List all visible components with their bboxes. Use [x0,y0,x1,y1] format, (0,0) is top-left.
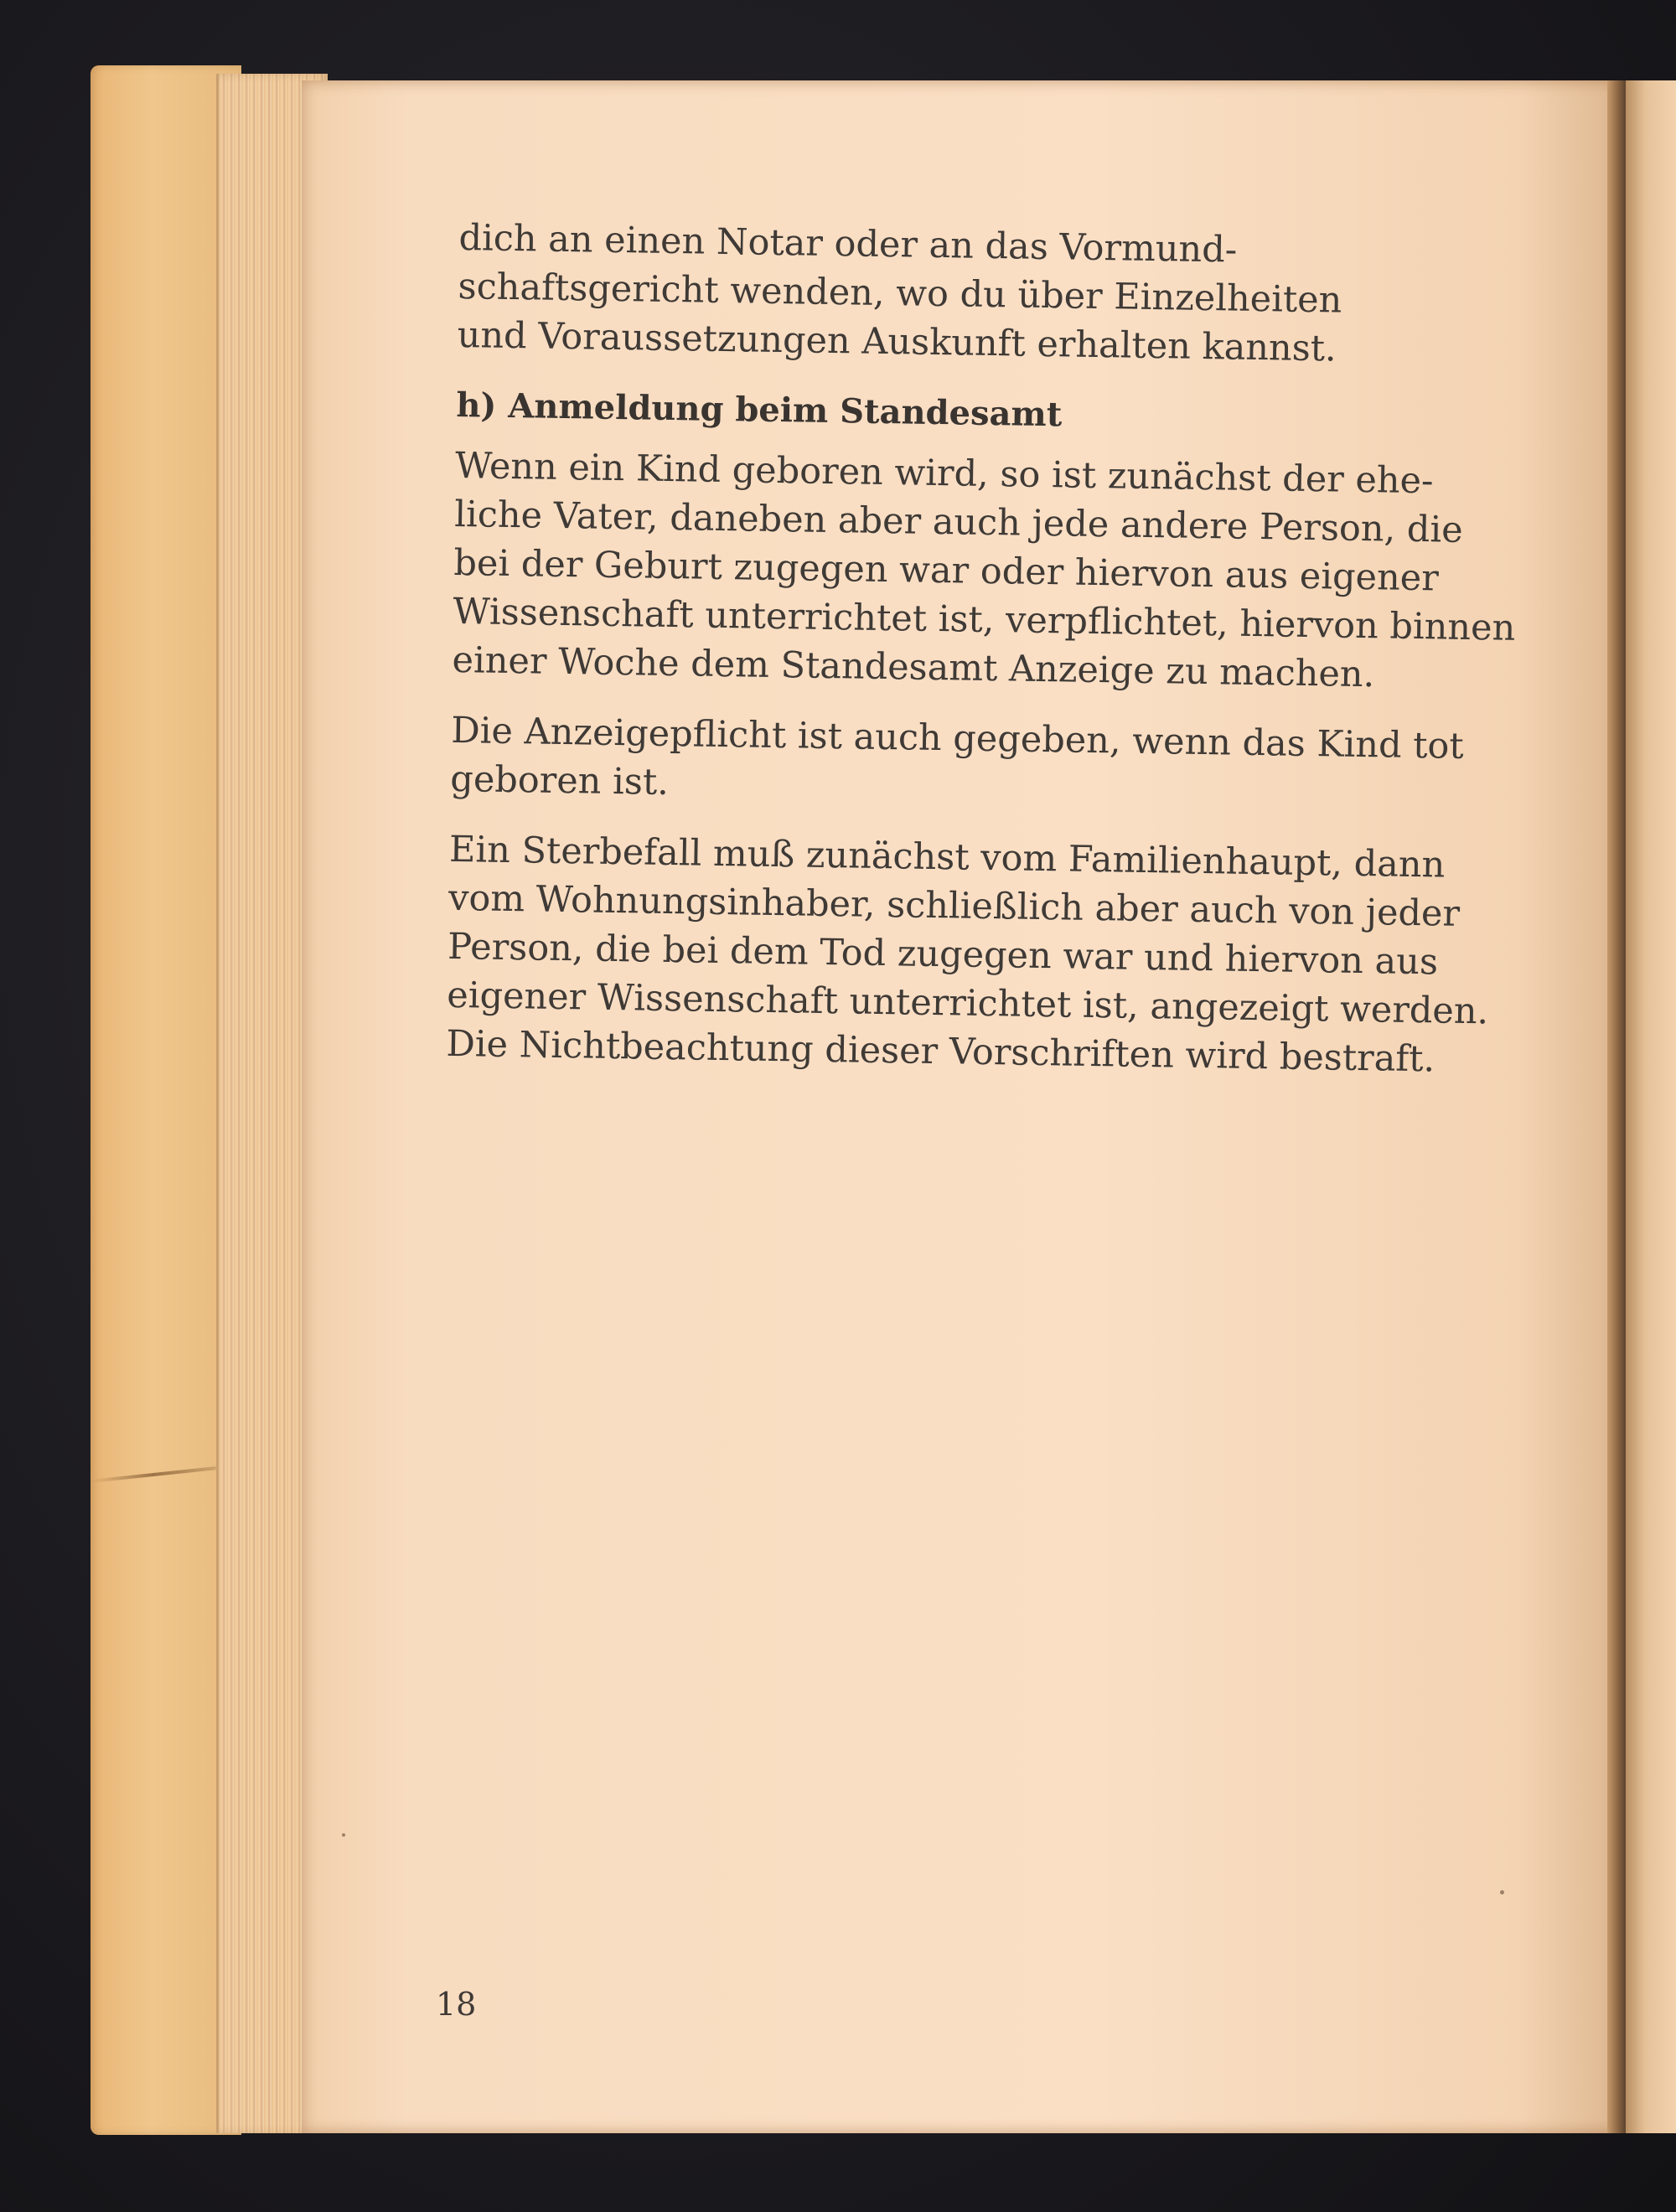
text-line: Wissenschaft unterrichtet ist, verpflichtet, hiervon binnen [453,590,1516,649]
text-line: schaftsgericht wenden, wo du über Einzelheiten [458,265,1342,322]
page-number: 18 [436,1986,477,2023]
death-registration-paragraph [446,825,1564,1086]
intro-paragraph [457,214,1574,377]
text-line: Wenn ein Kind geboren wird, so ist zunächst der ehe- [454,444,1434,503]
text-line: liche Vater, daneben aber auch jede andere Person, die [453,493,1464,551]
text-line: vom Wohnungsinhaber, schließlich aber auch von jeder [447,876,1461,935]
text-line: Ein Sterbefall muß zunächst vom Familienhaupt, dann [448,828,1446,886]
text-line: Die Anzeigepflicht ist auch gegeben, wenn das Kind tot [450,709,1465,767]
facing-page-edge [1626,80,1676,2133]
paper-speck [1500,1890,1504,1894]
text-segment: dich an einen Notar oder an das Vormund- [458,216,1238,271]
text-line: einer Woche dem Standesamt Anzeige zu machen. [452,638,1375,696]
section-heading: h) Anmeldung beim Standesamt [456,385,1063,435]
page-text [446,214,1574,1108]
text-line: eigener Wissenschaft unterrichtet ist, angezeigt werden. [446,974,1489,1033]
stillbirth-paragraph [450,706,1566,821]
text-line: Die Nichtbeachtung dieser Vorschriften wird bestraft. [446,1022,1435,1081]
text-line: und Voraussetzungen Auskunft erhalten kannst. [457,313,1337,370]
text-line: geboren ist. [450,757,670,804]
text-line: bei der Geburt zugegen war oder hiervon aus eigener [453,541,1440,600]
paper-speck [342,1833,345,1837]
birth-registration-paragraph [452,442,1570,702]
cover-crack [91,1466,216,1483]
text-line: Person, die bei dem Tod zugegen war und hiervon aus [447,925,1439,984]
book-gutter [1607,80,1626,2133]
